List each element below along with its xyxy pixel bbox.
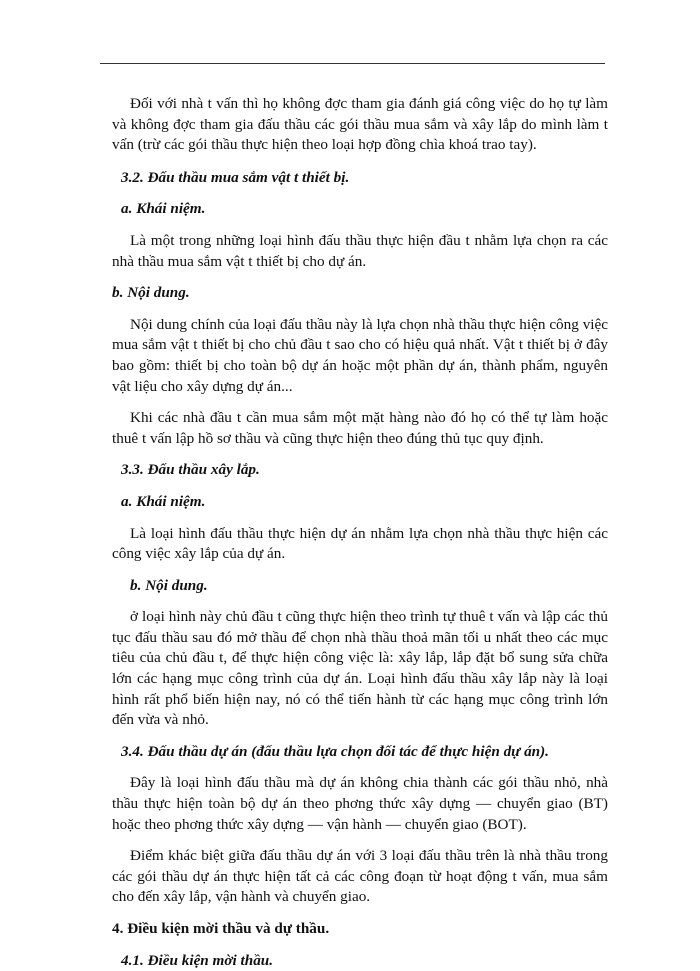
document-body: [112, 94, 608, 971]
header-rule: [100, 63, 605, 64]
paragraph: Là loại hình đấu thầu thực hiện dự án nhằm lựa chọn nhà thầu thực hiện các công việc xây lắp của dự án.: [112, 524, 608, 563]
subheading-concept: a. Khái niệm.: [121, 200, 206, 218]
paragraph: Điểm khác biệt giữa đấu thầu dự án với 3 loại đấu thầu trên là nhà thầu trong các gói thầu dự án thực hiện tất cả các công đoạn từ hoạt động t vấn, mua sắm cho đến xây lắp, vận hành và chuyển giao.: [112, 847, 608, 906]
section-heading-3-4: 3.4. Đấu thầu dự án (đấu thầu lựa chọn đối tác để thực hiện dự án).: [121, 742, 549, 760]
subheading-content: b. Nội dung.: [130, 576, 208, 594]
paragraph: Đây là loại hình đấu thầu mà dự án không chia thành các gói thầu nhỏ, nhà thầu thực hiện toàn bộ dự án theo phơng thức xây dựng — chuyển giao (BT) hoặc theo phơng thức xây dựng — vận hành — chuyển giao (BOT).: [112, 774, 608, 833]
paragraph: Nội dung chính của loại đấu thầu này là lựa chọn nhà thầu thực hiện công việc mua sắm vật t thiết bị cho chủ đầu t sao cho có hiệu quả nhất. Vật t thiết bị ở đây bao gồm: thiết bị cho toàn bộ dự án hoặc một phần dự án, thành phẩm, nguyên vật liệu cho xây dựng dự án...: [112, 315, 608, 395]
section-heading-4-1: 4.1. Điều kiện mời thầu.: [121, 951, 274, 969]
subheading-content: b. Nội dung.: [112, 284, 190, 302]
section-heading-4: 4. Điều kiện mời thầu và dự thầu.: [112, 920, 330, 937]
paragraph: Là một trong những loại hình đấu thầu thực hiện đầu t nhằm lựa chọn ra các nhà thầu mua sắm vật t thiết bị cho dự án.: [112, 231, 608, 270]
paragraph: Đối với nhà t vấn thì họ không đợc tham gia đánh giá công việc do họ tự làm và không đợc tham gia đấu thầu các gói thầu mua sắm và xây lắp do mình làm t vấn (trừ các gói thầu thực hiện theo loại hợp đồng chìa khoá trao tay).: [112, 95, 608, 154]
paragraph: ở loại hình này chủ đầu t cũng thực hiện theo trình tự thuê t vấn và lập các thủ tục đấu thầu sau đó mở thầu để chọn nhà thầu thoả mãn tối u nhất theo các mục tiêu của chủ đầu t, để thực hiện công việc là: xây lắp, lắp đặt bổ sung sửa chữa lớn các hạng mục công trình của dự án. Loại hình đấu thầu xây lắp này là loại hình rất phổ biến hiện nay, nó có thể tiến hành từ các hạng mục công trình lớn đến vừa và nhỏ.: [112, 608, 608, 729]
subheading-concept: a. Khái niệm.: [121, 492, 206, 510]
section-heading-3-2: 3.2. Đấu thầu mua sắm vật t thiết bị.: [121, 168, 350, 186]
section-heading-3-3: 3.3. Đấu thầu xây lắp.: [121, 461, 260, 479]
paragraph: Khi các nhà đầu t cần mua sắm một mặt hàng nào đó họ có thể tự làm hoặc thuê t vấn lập hồ sơ thầu và cũng thực hiện theo đúng thủ tục quy định.: [112, 409, 608, 447]
